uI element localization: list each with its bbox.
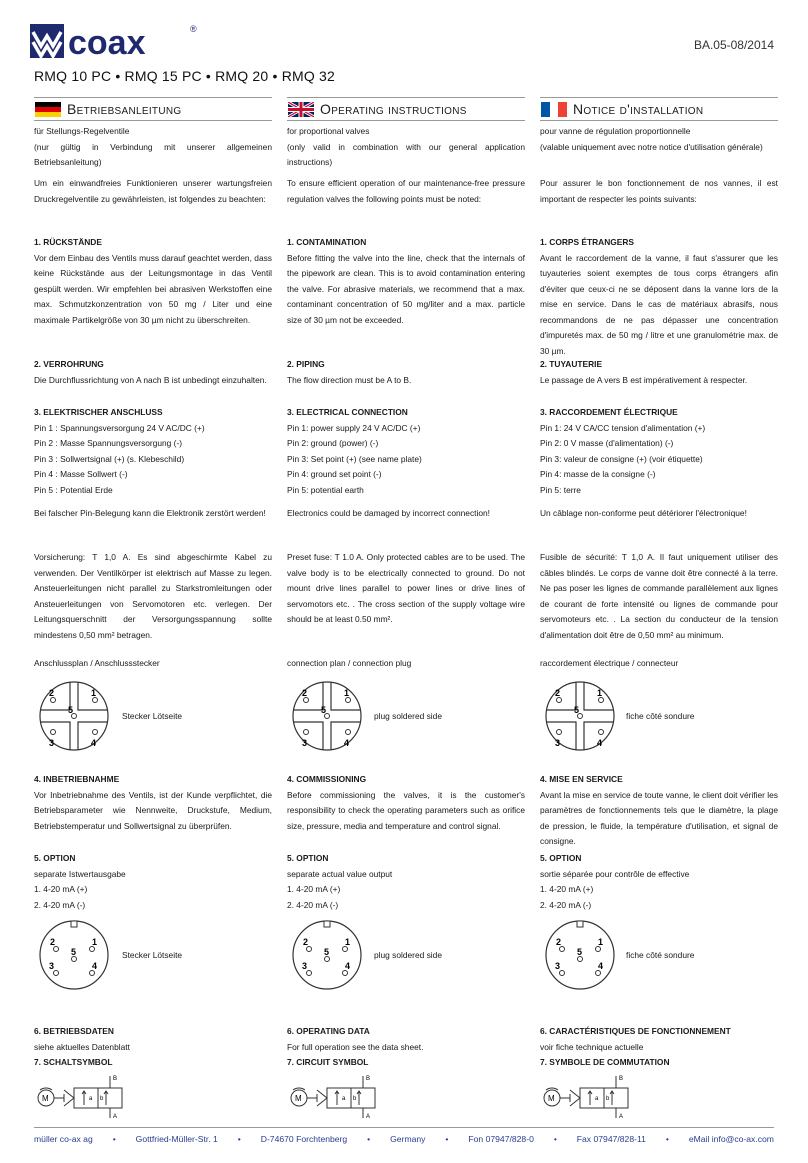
heading-1: 1. RÜCKSTÄNDE [34,237,102,247]
section-6 [540,1024,778,1071]
pin-label-4: 4 [344,738,350,748]
pin-5-text: Pin 5: potential earth [287,484,364,495]
text-2: Le passage de A vers B est impérativement à respecter. [540,374,748,385]
option-line-1: 1. 4-20 mA (+) [34,884,88,894]
pin-2-text: Pin 2: 0 V masse (d'alimentation) (-) [540,438,674,448]
connection-plan-label: raccordement électrique / connecteur [540,658,679,668]
text-1: Vor dem Einbau des Ventils muss darauf geachtet werden, dass keine Rückstände aus der Leitungsmontage in das Ventil gespült werden. Wir empfehlen bei abrasiven Werkstoffen eine max. Schmutzkonzentration von 50 mg / Liter und eine maximale Partikelgröße von 30 µm nicht zu überschreiten. [34,252,272,325]
logo-reg-mark: ® [190,24,197,34]
option-line-2: 2. 4-20 mA (-) [540,899,592,910]
footer-separator: • [237,1134,241,1144]
option-connector-diagram-en [287,915,377,995]
text-6: siehe aktuelles Datenblatt [34,1041,130,1052]
document-number: BA.05-08/2014 [693,38,774,52]
heading-3: 3. RACCORDEMENT ÉLECTRIQUE [540,407,678,417]
pin-label-4: 4 [598,961,604,971]
text-6: voir fiche technique actuelle [540,1041,644,1052]
intro-line-1: für Stellungs-Regelventile [34,126,130,136]
pin-label-5: 5 [577,947,583,957]
pin-label-1: 1 [598,937,604,947]
pin-label-4: 4 [91,738,97,748]
fuse-text: Fusible de sécurité: T 1,0 A. Il faut uniquement utiliser des câbles blindés. Le corps de vanne doit être connecté à la terre. Ne pas poser les lignes de commande parallèlement aux lignes de courant de forte intensité ou lignes de commande pour servomoteurs etc. . La section du conducteur de la tension d'alimentation doit être de 0,50 mm² au minimum. [540,552,778,640]
footer-separator: • [665,1134,669,1144]
section-3 [34,405,272,498]
fuse-text: Preset fuse: T 1.0 A. Only protected cables are to be used. The valve body is to be electrically connected to ground. Do not mount drive lines parallel to power lines or drive lines of servomotors etc. . The cross section of the supply voltage wire should be at least 0.50 mm². [287,552,525,624]
section-2 [540,357,778,388]
section-header-de [34,97,272,121]
option-line-1: 1. 4-20 mA (+) [287,884,341,894]
heading-7: 7. SCHALTSYMBOL [34,1057,113,1067]
pin-1-text: Pin 1: 24 V CA/CC tension d'alimentation (+) [540,422,706,433]
pin-label-2: 2 [302,688,308,698]
intro-line-2: (only valid in combination with our general application instructions) [287,141,525,167]
option-text: separate actual value output [287,868,393,879]
circuit-symbol-en [287,1072,397,1120]
heading-6: 6. BETRIEBSDATEN [34,1026,114,1036]
section-header-fr [540,97,778,121]
section-5 [287,851,525,913]
section-2 [287,357,525,388]
warning-text: Electronics could be damaged by incorrect connection! [287,508,490,518]
pin-label-2: 2 [303,937,309,947]
section-5 [34,851,272,913]
plug-label-en: plug soldered side [374,711,442,721]
plug-label-de: Stecker Lötseite [122,711,183,721]
pin-1-text: Pin 1: power supply 24 V AC/DC (+) [287,422,421,433]
footer-separator: • [367,1134,371,1144]
position-b-label: b [100,1096,104,1102]
heading-5: 5. OPTION [34,853,76,863]
option-line-2: 2. 4-20 mA (-) [287,899,339,910]
port-b-label: B [366,1076,371,1082]
connection-plan-label: connection plan / connection plug [287,658,412,668]
text-4: Avant la mise en service de toute vanne, le client doit vérifier les paramètres de fonctionnements tels que le diamètre, la plage de pression, le fluide, la température d'utilisation, et signal de consigne. [540,789,778,846]
option-text: separate Istwertausgabe [34,868,126,879]
position-a-label: a [595,1096,599,1102]
intro-text: Um ein einwandfreies Funktionieren unserer wartungsfreien Druckregelventile zu gewährleisten, ist folgendes zu beachten: [34,178,272,204]
intro-line-2: (nur gültig in Verbindung mit unserer allgemeinen Betriebsanleitung) [34,141,272,167]
option-plug-label-fr: fiche côté sondure [626,950,695,960]
position-a-label: a [342,1096,346,1102]
connection-plan-label: Anschlussplan / Anschlussstecker [34,658,160,668]
heading-1: 1. CORPS ÉTRANGERS [540,237,635,247]
connector-diagram-fr [540,676,630,756]
pin-label-3: 3 [555,738,561,748]
pin-label-5: 5 [324,947,330,957]
section-title-en: Operating instructions [320,101,467,117]
connector-diagram-de [34,676,124,756]
section-6 [34,1024,272,1071]
pin-5-text: Pin 5: terre [540,484,581,495]
text-4: Before commissioning the valves, it is the customer's responsibility to check the operating parameters such as orifice size, pressure, media and temperature and control signal. [287,789,525,831]
section-6 [287,1024,525,1071]
coax-logo [30,20,202,62]
pin-1-text: Pin 1 : Spannungsversorgung 24 V AC/DC (+) [34,422,205,433]
text-1: Avant le raccordement de la vanne, il faut s'assurer que les tuyauteries soient exemptes de tous corps étrangers afin d'éviter que ceux-ci ne se déposent dans la vanne lors de la mise en service. Dans le cas de matériaux abrasifs, nous recommandons de ne pas dépasser une concentration d'impuretés max. de 50 mg / litre et une granulométrie max. de 30 µm. [540,252,778,356]
text-2: The flow direction must be A to B. [287,374,412,385]
section-title-fr: Notice d'installation [573,101,704,117]
footer-street: Gottfried-Müller-Str. 1 [135,1134,218,1144]
footer-fax: Fax 07947/828-11 [576,1134,646,1144]
pin-label-4: 4 [92,961,98,971]
option-line-1: 1. 4-20 mA (+) [540,884,594,894]
footer-separator: • [553,1134,557,1144]
motor-label: M [42,1094,49,1103]
section-1 [34,235,272,328]
heading-2: 2. VERROHRUNG [34,359,104,369]
heading-7: 7. SYMBOLE DE COMMUTATION [540,1057,670,1067]
section-4 [287,772,525,834]
section-header-en [287,97,525,121]
pin-label-5: 5 [574,705,580,715]
heading-2: 2. PIPING [287,359,325,369]
german-flag-icon [35,102,61,117]
option-line-2: 2. 4-20 mA (-) [34,899,86,910]
heading-5: 5. OPTION [287,853,329,863]
pin-4-text: Pin 4: masse de la consigne (-) [540,469,656,479]
connector-diagram-en [287,676,377,756]
intro-en [287,124,525,171]
option-connector-diagram-de [34,915,124,995]
pin-label-1: 1 [91,688,97,698]
intro-text: To ensure efficient operation of our maintenance-free pressure regulation valves the following points must be noted: [287,178,525,204]
heading-2: 2. TUYAUTERIE [540,359,603,369]
option-connector-diagram-fr [540,915,630,995]
motor-label: M [548,1094,555,1103]
section-3 [540,405,778,498]
text-2: Die Durchflussrichtung von A nach B ist unbedingt einzuhalten. [34,374,267,385]
heading-4: 4. COMMISSIONING [287,774,367,784]
footer-country: Germany [390,1134,426,1144]
option-plug-label-de: Stecker Lötseite [122,950,183,960]
text-1: Before fitting the valve into the line, check that the internals of the pipework are clean. This is to avoid contamination entering the valve. For abrasive materials, we recommend that a max. contaminant concentration of 50 mg/liter and a max. particle size of 30 µm not be exceeded. [287,252,525,325]
footer-separator: • [112,1134,116,1144]
warning-text: Bei falscher Pin-Belegung kann die Elektronik zerstört werden! [34,508,266,518]
text-6: For full operation see the data sheet. [287,1041,424,1052]
heading-3: 3. ELEKTRISCHER ANSCHLUSS [34,407,163,417]
pin-2-text: Pin 2 : Masse Spannungsversorgung (-) [34,438,183,448]
pin-label-3: 3 [49,738,55,748]
position-a-label: a [89,1096,93,1102]
pin-4-text: Pin 4 : Masse Sollwert (-) [34,469,128,479]
heading-7: 7. CIRCUIT SYMBOL [287,1057,369,1067]
product-title: RMQ 10 PC • RMQ 15 PC • RMQ 20 • RMQ 32 [34,68,336,84]
pin-label-5: 5 [321,705,327,715]
pin-label-3: 3 [302,961,308,971]
pin-5-text: Pin 5 : Potential Erde [34,484,113,495]
heading-4: 4. MISE EN SERVICE [540,774,623,784]
heading-3: 3. ELECTRICAL CONNECTION [287,407,408,417]
port-a-label: A [113,1114,118,1120]
intro-de [34,124,272,171]
pin-2-text: Pin 2: ground (power) (-) [287,438,379,448]
footer-company: müller co-ax ag [34,1134,93,1144]
pin-3-text: Pin 3: Set point (+) (see name plate) [287,453,422,464]
heading-4: 4. INBETRIEBNAHME [34,774,120,784]
pin-4-text: Pin 4: ground set point (-) [287,469,382,479]
pin-label-1: 1 [597,688,603,698]
pin-label-5: 5 [68,705,74,715]
section-1 [540,235,778,359]
footer [34,1127,774,1144]
pin-label-2: 2 [555,688,561,698]
pin-3-text: Pin 3 : Sollwertsignal (+) (s. Klebeschild) [34,453,185,464]
port-b-label: B [619,1076,624,1082]
pin-label-2: 2 [49,688,55,698]
circuit-symbol-fr [540,1072,650,1120]
heading-5: 5. OPTION [540,853,582,863]
footer-phone: Fon 07947/828-0 [468,1134,534,1144]
pin-label-4: 4 [597,738,603,748]
option-text: sortie séparée pour contrôle de effective [540,868,690,879]
footer-city: D-74670 Forchtenberg [260,1134,348,1144]
french-flag-icon [541,102,567,117]
position-b-label: b [353,1096,357,1102]
intro-line-2: (valable uniquement avec notre notice d'utilisation générale) [540,141,763,152]
section-4 [34,772,272,834]
intro-line-1: for proportional valves [287,126,370,136]
pin-label-1: 1 [345,937,351,947]
position-b-label: b [606,1096,610,1102]
section-4 [540,772,778,850]
port-a-label: A [619,1114,624,1120]
pin-label-2: 2 [50,937,56,947]
uk-flag-icon [288,102,314,117]
port-a-label: A [366,1114,371,1120]
pin-label-4: 4 [345,961,351,971]
pin-3-text: Pin 3: valeur de consigne (+) (voir étiquette) [540,453,703,464]
section-2 [34,357,272,388]
text-4: Vor Inbetriebnahme des Ventils, ist der Kunde verpflichtet, die Betriebsparameter wie Nennweite, Druckstufe, Medium, Betriebstemperatur und Sollwertsignal zu überprüfen. [34,789,272,831]
heading-6: 6. OPERATING DATA [287,1026,370,1036]
option-plug-label-en: plug soldered side [374,950,442,960]
logo-text: coax [68,24,146,62]
fuse-text: Vorsicherung: T 1,0 A. Es sind abgeschirmte Kabel zu verwenden. Der Ventilkörper ist elektrisch auf Masse zu legen. Ansteuerleitungen nicht parallel zu Starkstromleitungen oder Ansteuerleitungen von Servomotoren etc. verlegen. Der Leitungsquerschnitt der Versorgungsspannung sollte mindestens 0,50 mm² betragen. [34,552,272,640]
pin-label-3: 3 [555,961,561,971]
intro-text: Pour assurer le bon fonctionnement de nos vannes, il est important de respecter les points suivants: [540,178,778,204]
pin-label-3: 3 [302,738,308,748]
intro-line-1: pour vanne de régulation proportionnelle [540,126,691,136]
plug-label-fr: fiche côté sondure [626,711,695,721]
circuit-symbol-de [34,1072,144,1120]
footer-email[interactable]: eMail info@co-ax.com [688,1134,774,1144]
warning-text: Un câblage non-conforme peut détériorer l'électronique! [540,508,747,518]
section-5 [540,851,778,913]
section-1 [287,235,525,328]
pin-label-1: 1 [92,937,98,947]
motor-label: M [295,1094,302,1103]
heading-6: 6. CARACTÉRISTIQUES DE FONCTIONNEMENT [540,1026,731,1036]
footer-separator: • [445,1134,449,1144]
heading-1: 1. CONTAMINATION [287,237,367,247]
pin-label-1: 1 [344,688,350,698]
section-3 [287,405,525,498]
pin-label-5: 5 [71,947,77,957]
pin-label-2: 2 [556,937,562,947]
section-title-de: Betriebsanleitung [67,101,182,117]
port-b-label: B [113,1076,118,1082]
pin-label-3: 3 [49,961,55,971]
intro-fr [540,124,778,155]
